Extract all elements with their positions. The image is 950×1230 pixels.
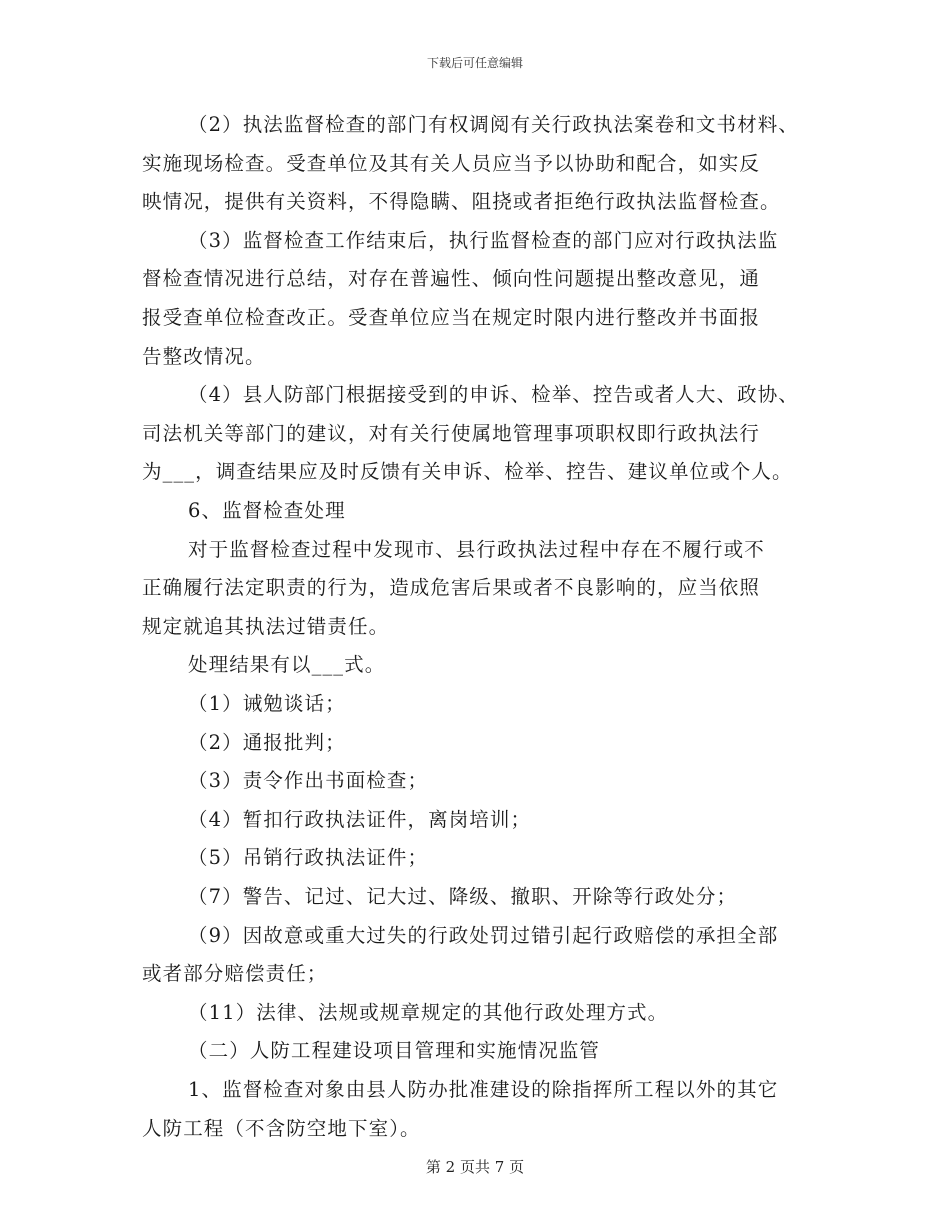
- body-line: 1、监督检查对象由县人防办批准建设的除指挥所工程以外的其它: [188, 1078, 779, 1101]
- section-heading: 6、监督检查处理: [188, 499, 346, 522]
- list-item: （9）因故意或重大过失的行政处罚过错引起行政赔偿的承担全部: [188, 924, 779, 947]
- body-line: （4）县人防部门根据接受到的申诉、检举、控告或者人大、政协、: [188, 383, 799, 406]
- list-item: （4）暂扣行政执法证件，离岗培训；: [188, 808, 532, 831]
- body-line: 督检查情况进行总结，对存在普遍性、倾向性问题提出整改意见，通: [142, 267, 761, 290]
- list-item: （5）吊销行政执法证件；: [188, 846, 429, 869]
- body-line: 报受查单位检查改正。受查单位应当在规定时限内进行整改并书面报: [142, 306, 761, 329]
- list-item: （1）诫勉谈话；: [188, 692, 346, 715]
- list-item: （3）责令作出书面检查；: [188, 769, 429, 792]
- body-line: （3）监督检查工作结束后，执行监督检查的部门应对行政执法监: [188, 229, 779, 252]
- list-item: （7）警告、记过、记大过、降级、撤职、开除等行政处分；: [188, 885, 738, 908]
- body-line: 实施现场检查。受查单位及其有关人员应当予以协助和配合，如实反: [142, 152, 761, 175]
- body-line: 正确履行法定职责的行为，造成危害后果或者不良影响的，应当依照: [142, 576, 761, 599]
- body-line: 映情况，提供有关资料，不得隐瞒、阻挠或者拒绝行政执法监督检查。: [142, 190, 781, 213]
- page-header: 下载后可任意编辑: [426, 56, 523, 70]
- body-line: 人防工程（不含防空地下室）。: [142, 1117, 421, 1140]
- body-line: 告整改情况。: [142, 345, 266, 368]
- body-line: 规定就追其执法过错责任。: [142, 615, 390, 638]
- body-line: 处理结果有以___式。: [188, 653, 386, 676]
- body-line: 对于监督检查过程中发现市、县行政执法过程中存在不履行或不: [188, 538, 765, 561]
- body-line: 为___，调查结果应及时反馈有关申诉、检举、控告、建议单位或个人。: [142, 460, 793, 483]
- list-item: （2）通报批判；: [188, 731, 346, 754]
- body-line: 司法机关等部门的建议，对有关行使属地管理事项职权即行政执法行: [142, 422, 761, 445]
- page-footer: 第 2 页共 7 页: [425, 1158, 525, 1176]
- list-item: （11）法律、法规或规章规定的其他行政处理方式。: [188, 1001, 669, 1024]
- body-line: 或者部分赔偿责任；: [142, 962, 328, 985]
- section-heading: （二）人防工程建设项目管理和实施情况监管: [188, 1039, 601, 1062]
- body-line: （2）执法监督检查的部门有权调阅有关行政执法案卷和文书材料、: [188, 113, 799, 136]
